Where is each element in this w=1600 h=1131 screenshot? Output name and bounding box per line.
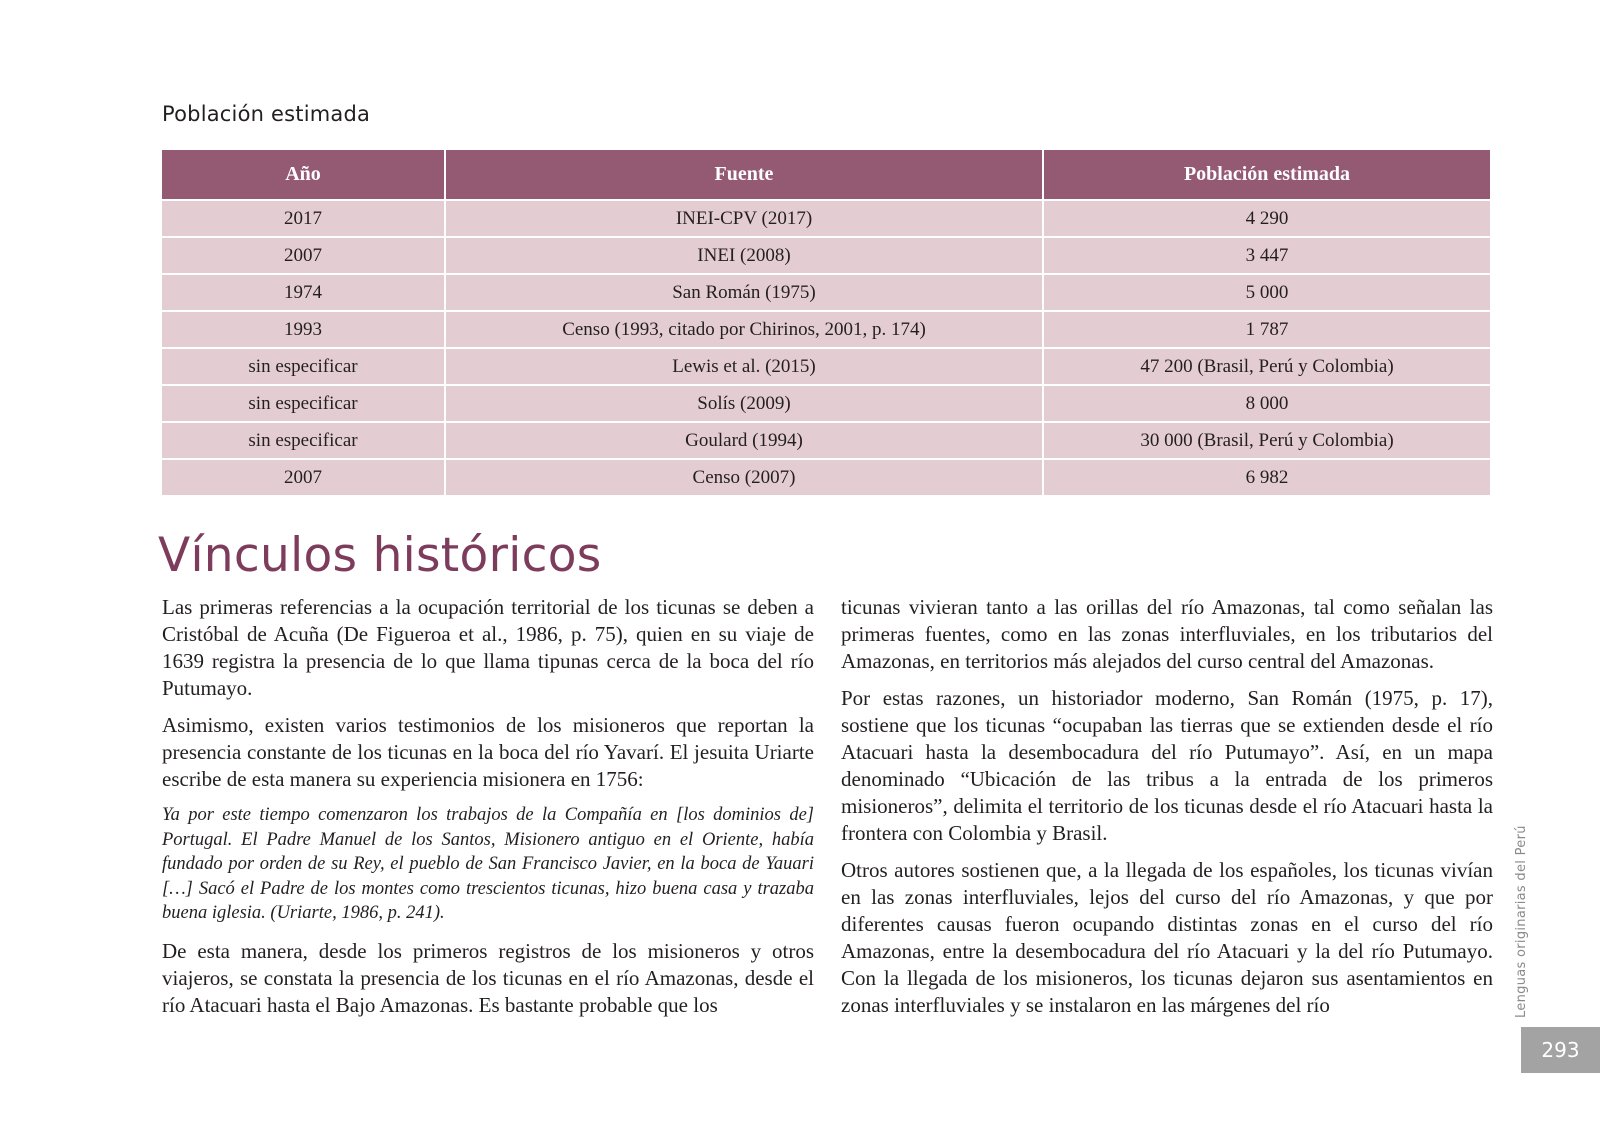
paragraph: De esta manera, desde los primeros registros de los misioneros y otros viajeros, se constata la presencia de los ticunas en el río Amazonas, desde el río Atacuari hasta el Bajo Amazonas. Es bastante probable que los xyxy=(162,938,814,1017)
population-table xyxy=(162,150,1490,497)
right-text-column xyxy=(841,594,1493,1029)
table-row xyxy=(162,348,1490,385)
paragraph: Asimismo, existen varios testimonios de los misioneros que reportan la presencia constante de los ticunas en la boca del río Yavarí. El jesuita Uriarte escribe de esta manera su experiencia misionera en 1756: xyxy=(162,713,814,791)
header-source: Fuente xyxy=(445,150,1043,200)
table-row xyxy=(162,422,1490,459)
table-row xyxy=(162,237,1490,274)
cell-year: 1993 xyxy=(162,311,445,348)
cell-source: INEI-CPV (2017) xyxy=(445,200,1043,237)
cell-population: 8 000 xyxy=(1043,385,1490,422)
cell-year: 2017 xyxy=(162,200,445,237)
table-header-row xyxy=(162,150,1490,200)
book-title-running-head: Lenguas originarias del Perú xyxy=(1514,825,1529,1018)
table-row xyxy=(162,385,1490,422)
cell-population: 1 787 xyxy=(1043,311,1490,348)
cell-population: 3 447 xyxy=(1043,237,1490,274)
table-row xyxy=(162,459,1490,496)
cell-source: Censo (2007) xyxy=(445,459,1043,496)
cell-population: 30 000 (Brasil, Perú y Colombia) xyxy=(1043,422,1490,459)
section-title: Vínculos históricos xyxy=(158,528,602,583)
cell-population: 4 290 xyxy=(1043,200,1490,237)
table-row xyxy=(162,200,1490,237)
block-quote: Ya por este tiempo comenzaron los trabajos de la Compañía en [los dominios de] Portugal. El Padre Manuel de los Santos, Misionero antiguo en el Oriente, había fundado por orden de su Rey, el pueblo de San Francisco Javier, en la boca de Yauari […] Sacó el Padre de los montes como trescientos ticunas, hizo buena casa y trazaba buena iglesia. (Uriarte, 1986, p. 241). xyxy=(162,805,814,923)
table-row xyxy=(162,311,1490,348)
cell-year: 1974 xyxy=(162,274,445,311)
table-row xyxy=(162,274,1490,311)
left-text-column xyxy=(162,594,814,1029)
paragraph: ticunas vivieran tanto a las orillas del río Amazonas, tal como señalan las primeras fuentes, como en las zonas interfluviales, en los tributarios del Amazonas, en territorios más alejados del curso central del Amazonas. xyxy=(841,595,1493,673)
table-caption: Población estimada xyxy=(162,102,371,126)
cell-year: sin especificar xyxy=(162,385,445,422)
cell-source: Goulard (1994) xyxy=(445,422,1043,459)
cell-source: INEI (2008) xyxy=(445,237,1043,274)
header-year: Año xyxy=(162,150,445,200)
cell-source: Censo (1993, citado por Chirinos, 2001, p. 174) xyxy=(445,311,1043,348)
cell-population: 47 200 (Brasil, Perú y Colombia) xyxy=(1043,348,1490,385)
header-population: Población estimada xyxy=(1043,150,1490,200)
paragraph: Las primeras referencias a la ocupación territorial de los ticunas se deben a Cristóbal de Acuña (De Figueroa et al., 1986, p. 75), quien en su viaje de 1639 registra la presencia de lo que llama tipunas cerca de la boca del río Putumayo. xyxy=(162,595,814,700)
paragraph: Por estas razones, un historiador moderno, San Román (1975, p. 17), sostiene que los ticunas “ocupaban las tierras que se extienden desde el río Atacuari hasta la desembocadura del río Putumayo”. Así, en un mapa denominado “Ubicación de las tribus a la entrada de los primeros misioneros”, delimita el territorio de los ticunas desde el río Atacuari hasta la frontera con Colombia y Brasil. xyxy=(841,686,1493,845)
page-number: 293 xyxy=(1521,1027,1600,1073)
cell-year: sin especificar xyxy=(162,422,445,459)
cell-year: 2007 xyxy=(162,237,445,274)
cell-population: 6 982 xyxy=(1043,459,1490,496)
paragraph: Otros autores sostienen que, a la llegada de los españoles, los ticunas vivían en las zonas interfluviales, lejos del curso del río Amazonas, y que por diferentes causas fueron ocupando distintas zonas en el curso del río Amazonas, entre la desembocadura del río Atacuari y la del río Putumayo. Con la llegada de los misioneros, los ticunas dejaron sus asentamientos en zonas interfluviales y se instalaron en las márgenes del río xyxy=(841,858,1493,1017)
cell-source: Lewis et al. (2015) xyxy=(445,348,1043,385)
cell-year: sin especificar xyxy=(162,348,445,385)
cell-population: 5 000 xyxy=(1043,274,1490,311)
cell-source: San Román (1975) xyxy=(445,274,1043,311)
cell-source: Solís (2009) xyxy=(445,385,1043,422)
cell-year: 2007 xyxy=(162,459,445,496)
